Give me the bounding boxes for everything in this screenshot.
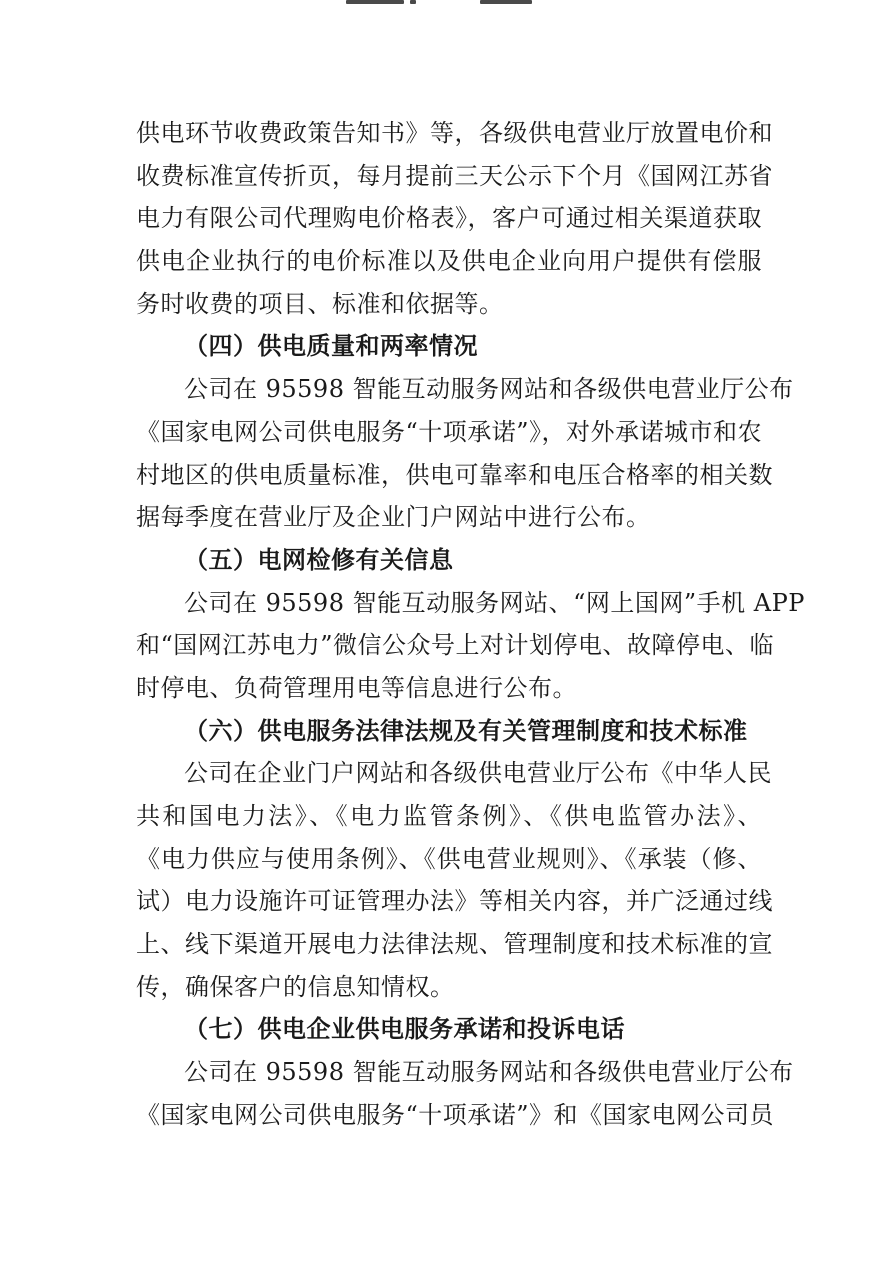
section-heading: （五）电网检修有关信息 [184, 545, 454, 574]
paragraph-first-line: 公司在企业门户网站和各级供电营业厅公布《中华人民 [184, 759, 772, 788]
paragraph-line: 试）电力设施许可证管理办法》等相关内容，并广泛通过线 [136, 887, 773, 916]
paragraph-line: 《国家电网公司供电服务“十项承诺”》，对外承诺城市和农 [136, 417, 763, 446]
paragraph-line: 供电环节收费政策告知书》等，各级供电营业厅放置电价和 [136, 119, 773, 147]
paragraph-line: 村地区的供电质量标准，供电可靠率和电压合格率的相关数 [136, 460, 773, 489]
section-heading: （七）供电企业供电服务承诺和投诉电话 [184, 1015, 625, 1044]
paragraph-line: 《电力供应与使用条例》、《供电营业规则》、《承装（修、 [136, 844, 762, 873]
paragraph-last-line: 据每季度在营业厅及企业门户网站中进行公布。 [136, 503, 651, 532]
section-heading: （四）供电质量和两率情况 [184, 332, 478, 361]
paragraph-line: 收费标准宣传折页，每月提前三天公示下个月《国网江苏省 [136, 161, 773, 190]
paragraph-line: 供电企业执行的电价标准以及供电企业向用户提供有偿服 [136, 247, 762, 276]
paragraph-last-line: 务时收费的项目、标准和依据等。 [136, 289, 504, 318]
paragraph-last-line: 传，确保客户的信息知情权。 [136, 972, 455, 1001]
paragraph-first-line: 公司在 95598 智能互动服务网站和各级供电营业厅公布 [184, 1058, 794, 1087]
paragraph-line: 电力有限公司代理购电价格表》，客户可通过相关渠道获取 [136, 204, 762, 233]
paragraph-first-line: 公司在 95598 智能互动服务网站、“网上国网”手机 APP [184, 588, 805, 617]
section-heading: （六）供电服务法律法规及有关管理制度和技术标准 [184, 716, 748, 745]
paragraph-line: 共和国电力法》、《电力监管条例》、《供电监管办法》、 [136, 802, 762, 830]
scan-header-artifact [340, 0, 540, 6]
paragraph-last-line: 时停电、负荷管理用电等信息进行公布。 [136, 673, 577, 702]
paragraph-line: 和“国网江苏电力”微信公众号上对计划停电、故障停电、临 [136, 631, 775, 660]
paragraph-first-line: 公司在 95598 智能互动服务网站和各级供电营业厅公布 [184, 375, 794, 404]
document-page [136, 112, 805, 1137]
paragraph-line: 上、线下渠道开展电力法律法规、管理制度和技术标准的宣 [136, 930, 773, 959]
paragraph-line: 《国家电网公司供电服务“十项承诺”》和《国家电网公司员 [136, 1100, 775, 1129]
